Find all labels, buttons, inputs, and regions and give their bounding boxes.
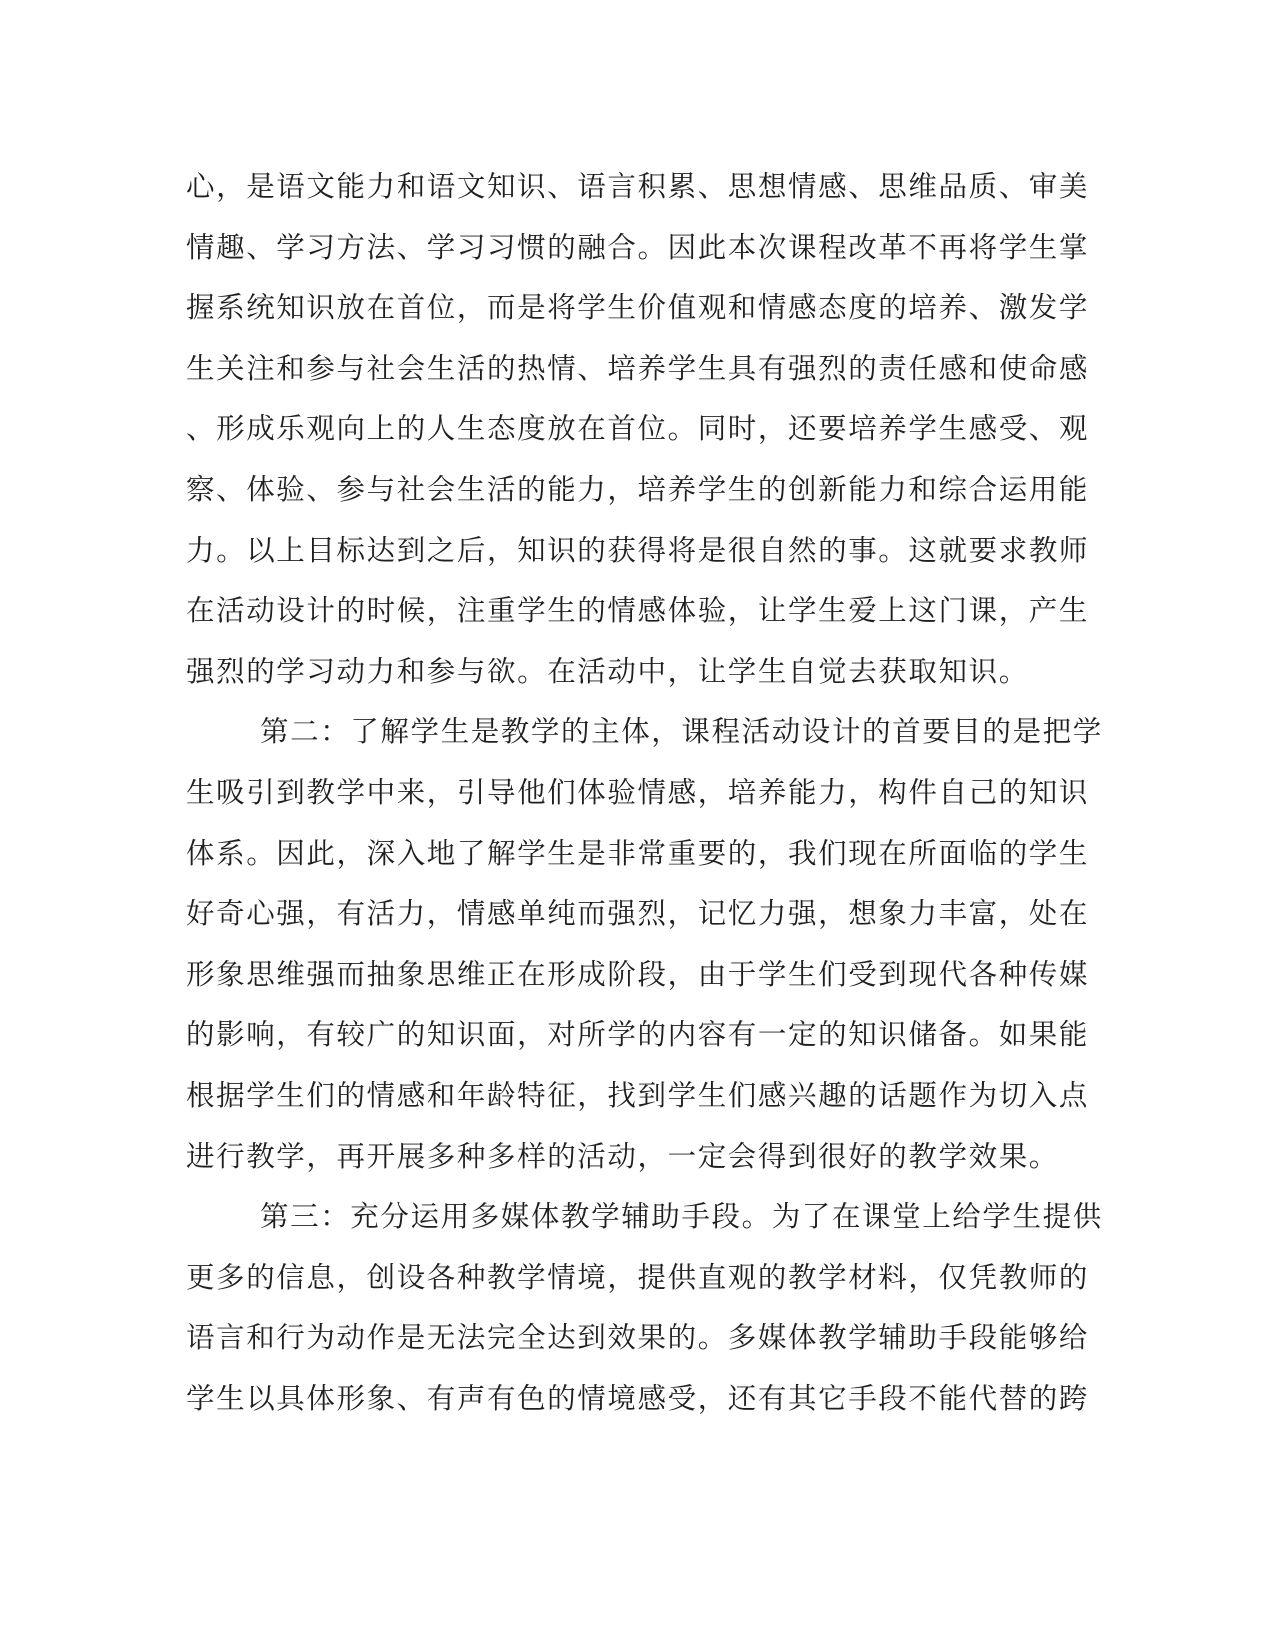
text-line: 力。以上目标达到之后，知识的获得将是很自然的事。这就要求教师 <box>186 533 1090 567</box>
text-line: 体系。因此，深入地了解学生是非常重要的，我们现在所面临的学生 <box>186 836 1090 870</box>
text-line: 在活动设计的时候，注重学生的情感体验，让学生爱上这门课，产生 <box>186 594 1090 628</box>
text-line: 生关注和参与社会生活的热情、培养学生具有强烈的责任感和使命感 <box>186 351 1090 385</box>
text-line: 语言和行为动作是无法完全达到效果的。多媒体教学辅助手段能够给 <box>186 1321 1090 1355</box>
text-line: 学生以具体形象、有声有色的情境感受，还有其它手段不能代替的跨 <box>186 1381 1090 1415</box>
paragraph-second-point <box>186 702 1103 1187</box>
text-line: 强烈的学习动力和参与欲。在活动中，让学生自觉去获取知识。 <box>186 654 1029 688</box>
text-line-indented: 第三：充分运用多媒体教学辅助手段。为了在课堂上给学生提供 <box>260 1200 1103 1234</box>
text-line: 的影响，有较广的知识面，对所学的内容有一定的知识储备。如果能 <box>186 1018 1090 1052</box>
text-line: 心，是语文能力和语文知识、语言积累、思想情感、思维品质、审美 <box>186 170 1090 203</box>
text-line: 根据学生们的情感和年龄特征，找到学生们感兴趣的话题作为切入点 <box>186 1078 1090 1112</box>
text-line: 进行教学，再开展多种多样的活动，一定会得到很好的教学效果。 <box>186 1139 1059 1173</box>
text-line: 握系统知识放在首位，而是将学生价值观和情感态度的培养、激发学 <box>186 291 1090 325</box>
text-line: 情趣、学习方法、学习习惯的融合。因此本次课程改革不再将学生掌 <box>186 230 1090 264</box>
text-line: 更多的信息，创设各种教学情境，提供直观的教学材料，仅凭教师的 <box>186 1260 1090 1294</box>
text-line: 察、体验、参与社会生活的能力，培养学生的创新能力和综合运用能 <box>186 472 1090 506</box>
text-line: 、形成乐观向上的人生态度放在首位。同时，还要培养学生感受、观 <box>186 412 1090 446</box>
text-line-indented: 第二：了解学生是教学的主体，课程活动设计的首要目的是把学 <box>260 715 1103 749</box>
text-line: 好奇心强，有活力，情感单纯而强烈，记忆力强，想象力丰富，处在 <box>186 897 1090 931</box>
text-line: 形象思维强而抽象思维正在形成阶段，由于学生们受到现代各种传媒 <box>186 957 1090 991</box>
body-text <box>186 157 1103 1429</box>
paragraph-third-point <box>186 1187 1103 1429</box>
paragraph-continued <box>186 157 1090 702</box>
text-line: 生吸引到教学中来，引导他们体验情感，培养能力，构件自己的知识 <box>186 775 1090 809</box>
